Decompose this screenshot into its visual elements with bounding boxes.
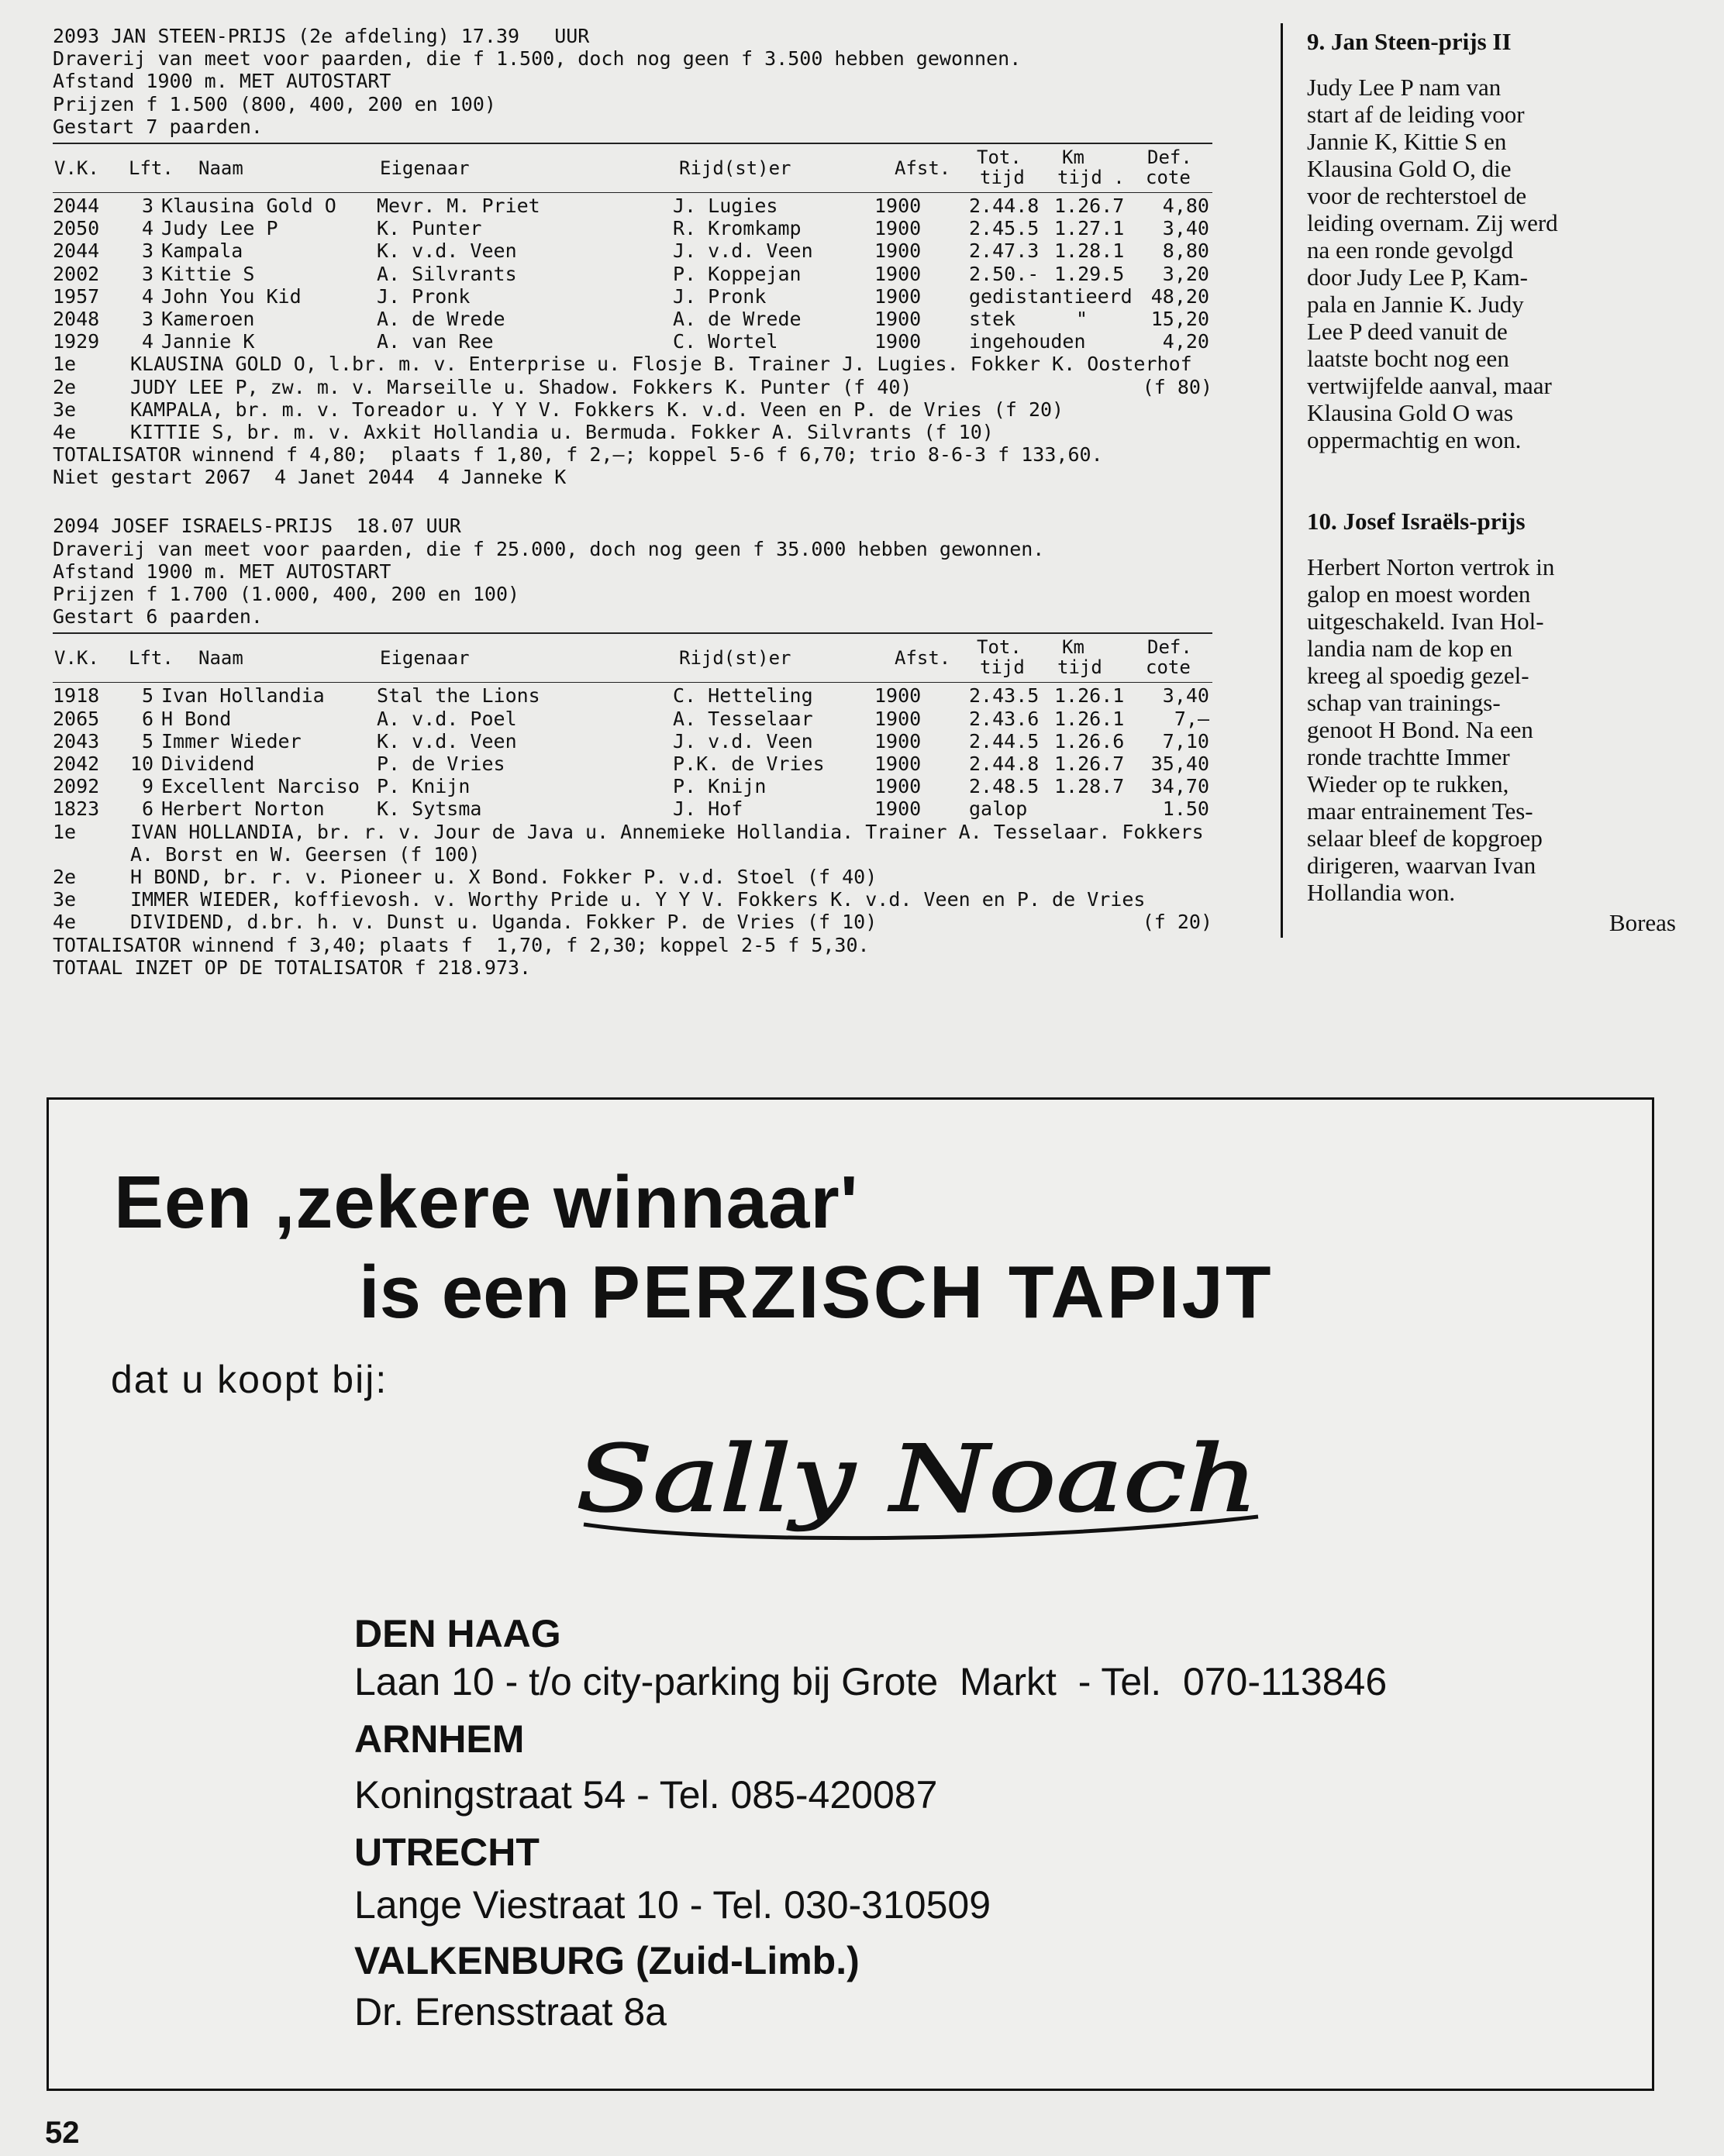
placing-row: 3e IMMER WIEDER, koffievosh. v. Worthy Pride u. Y Y V. Fokkers K. v.d. Veen en P. de Vries	[53, 888, 1146, 911]
ad-tagline: dat u koopt bij:	[111, 1358, 388, 1401]
page-number: 52	[45, 2116, 80, 2150]
table-row: 2043 5 Immer Wieder K. v.d. Veen J. v.d. Veen 1900 2.44.5 1.26.6 7,10	[53, 729, 1209, 753]
column-divider	[1281, 23, 1283, 938]
table-row: 2044 3 Kampala K. v.d. Veen J. v.d. Veen 1900 2.47.3 1.28.1 8,80	[53, 239, 1209, 263]
col-naam: Naam	[198, 647, 243, 670]
report-line: ronde trachtte Immer	[1307, 743, 1510, 770]
race-distance: Afstand 1900 m. MET AUTOSTART	[53, 70, 391, 93]
race-header	[53, 515, 1215, 628]
results-table	[53, 195, 1215, 353]
divider	[53, 632, 1212, 634]
report-line: kreeg al spoedig gezel-	[1307, 662, 1529, 689]
report-line: Lee P deed vanuit de	[1307, 318, 1508, 345]
totalisator	[53, 443, 1215, 488]
ad-product: PERZISCH TAPIJT	[590, 1251, 1274, 1334]
table-row: 2065 6 H Bond A. v.d. Poel A. Tesselaar 1900 2.43.6 1.26.1 7,–	[53, 707, 1209, 730]
col-tot: Tot.	[977, 146, 1022, 169]
race-distance: Afstand 1900 m. MET AUTOSTART	[53, 560, 391, 583]
address-den-haag: Laan 10 - t/o city-parking bij Grote Markt - Tel. 070-113846	[354, 1660, 1388, 1703]
report-line: dirigeren, waarvan Ivan	[1307, 852, 1536, 879]
report-line: Herbert Norton vertrok in	[1307, 553, 1555, 580]
city-den-haag: DEN HAAG	[354, 1612, 561, 1655]
city-arnhem: ARNHEM	[354, 1717, 525, 1761]
author-signature: Boreas	[1608, 909, 1676, 936]
col-tot-tijd: tijd	[980, 167, 1025, 189]
col-km-tijd: tijd	[1057, 656, 1102, 679]
col-rijdster: Rijd(st)er	[679, 647, 791, 670]
race-title: 2093 JAN STEEN-PRIJS (2e afdeling) 17.39 UUR	[53, 25, 590, 47]
race-conditions: Draverij van meet voor paarden, die f 25.000, doch nog geen f 35.000 hebben gewonnen.	[53, 537, 1045, 560]
col-km-tijd: tijd .	[1057, 167, 1125, 189]
divider	[53, 682, 1212, 683]
svg-text:Sally Noach: Sally Noach	[576, 1425, 1258, 1532]
report-line: Judy Lee P nam van	[1307, 74, 1502, 101]
race-report-column	[1307, 28, 1679, 936]
table-header	[53, 635, 1215, 682]
race-starters: Gestart 7 paarden.	[53, 115, 263, 138]
col-def: Def.	[1147, 146, 1192, 169]
total-stake: TOTAAL INZET OP DE TOTALISATOR f 218.973.	[53, 956, 532, 979]
non-starters: Niet gestart 2067 4 Janet 2044 4 Janneke K	[53, 466, 567, 489]
race-2093	[53, 25, 1215, 488]
totalisator-line: TOTALISATOR winnend f 3,40; plaats f 1,70, f 2,30; koppel 2-5 f 5,30.	[53, 933, 870, 956]
race-2094	[53, 515, 1215, 978]
placing-row: 1e IVAN HOLLANDIA, br. r. v. Jour de Java u. Annemieke Hollandia. Trainer A. Tesselaar. Fokkers	[53, 820, 1204, 843]
col-tot: Tot.	[977, 636, 1022, 659]
table-header	[53, 146, 1215, 192]
placing-row: 2e JUDY LEE P, zw. m. v. Marseille u. Shadow. Fokkers K. Punter (f 40) (f 80)	[53, 375, 1212, 398]
placing-row: 1e KLAUSINA GOLD O, l.br. m. v. Enterprise u. Flosje B. Trainer J. Lugies. Fokker K. Oosterhof	[53, 353, 1192, 376]
table-row: 2050 4 Judy Lee P K. Punter R. Kromkamp 1900 2.45.5 1.27.1 3,40	[53, 217, 1209, 240]
race-conditions: Draverij van meet voor paarden, die f 1.500, doch nog geen f 3.500 hebben gewonnen.	[53, 47, 1022, 71]
col-naam: Naam	[198, 157, 243, 180]
report-line: schap van trainings-	[1307, 689, 1501, 716]
report-line: na een ronde gevolgd	[1307, 236, 1513, 263]
col-def: Def.	[1147, 636, 1192, 659]
placing-row: 4e DIVIDEND, d.br. h. v. Dunst u. Uganda. Fokker P. de Vries (f 10) (f 20)	[53, 911, 1212, 934]
race-header	[53, 25, 1215, 138]
report-line: Jannie K, Kittie S en	[1307, 128, 1507, 155]
race-prizes: Prijzen f 1.700 (1.000, 400, 200 en 100)	[53, 583, 520, 606]
report-title: 10. Josef Israëls-prijs	[1307, 508, 1526, 535]
report-line: door Judy Lee P, Kam-	[1307, 263, 1528, 291]
table-row: 2048 3 Kameroen A. de Wrede A. de Wrede 1900 stek " 15,20	[53, 307, 1209, 330]
report-line: Klausina Gold O was	[1307, 399, 1514, 426]
col-vk: V.K.	[54, 647, 99, 670]
report-line: start af de leiding voor	[1307, 101, 1525, 128]
report-line: genoot H Bond. Na een	[1307, 716, 1533, 743]
placing-row: 3e KAMPALA, br. m. v. Toreador u. Y Y V. Fokkers K. v.d. Veen en P. de Vries (f 20)	[53, 398, 1064, 421]
report-line: voor de rechterstoel de	[1307, 182, 1527, 209]
address-valkenburg: Dr. Erensstraat 8a	[354, 1990, 667, 2034]
col-eigenaar: Eigenaar	[380, 157, 470, 180]
col-cote: cote	[1146, 167, 1191, 189]
divider	[53, 143, 1212, 144]
col-km: Km	[1062, 146, 1084, 169]
address-arnhem: Koningstraat 54 - Tel. 085-420087	[354, 1773, 938, 1817]
report-line: leiding overnam. Zij werd	[1307, 209, 1558, 236]
col-cote: cote	[1146, 656, 1191, 679]
ad-headline: Een ,zekere winnaar'	[114, 1161, 859, 1244]
report-line: laatste bocht nog een	[1307, 345, 1509, 372]
col-vk: V.K.	[54, 157, 99, 180]
table-row: 2002 3 Kittie S A. Silvrants P. Koppejan 1900 2.50.- 1.29.5 3,20	[53, 262, 1209, 285]
col-afst: Afst.	[895, 647, 951, 670]
table-row: 2044 3 Klausina Gold O Mevr. M. Priet J. Lugies 1900 2.44.8 1.26.7 4,80	[53, 195, 1209, 218]
table-row: 1918 5 Ivan Hollandia Stal the Lions C. Hetteling 1900 2.43.5 1.26.1 3,40	[53, 684, 1209, 708]
col-rijdster: Rijd(st)er	[679, 157, 791, 180]
race-title: 2094 JOSEF ISRAELS-PRIJS 18.07 UUR	[53, 515, 461, 538]
report-line: galop en moest worden	[1307, 580, 1531, 608]
report-section-10	[1307, 508, 1679, 936]
placing-row: A. Borst en W. Geersen (f 100)	[130, 842, 481, 866]
divider	[53, 192, 1212, 193]
col-tot-tijd: tijd	[980, 656, 1025, 679]
col-lft: Lft.	[129, 647, 174, 670]
report-line: uitgeschakeld. Ivan Hol-	[1307, 608, 1544, 635]
report-line: Hollandia won.	[1307, 879, 1456, 906]
placing-row: 4e KITTIE S, br. m. v. Axkit Hollandia u. Bermuda. Fokker A. Silvrants (f 10)	[53, 420, 994, 443]
city-valkenburg: VALKENBURG (Zuid-Limb.)	[354, 1939, 860, 1982]
sally-noach-logo	[560, 1408, 1289, 1555]
table-row: 1823 6 Herbert Norton K. Sytsma J. Hof 1900 galop 1.50	[53, 797, 1209, 821]
totalisator	[53, 934, 1215, 979]
results-area	[53, 25, 1215, 979]
report-section-9	[1307, 28, 1679, 453]
report-line: Wieder op te rukken,	[1307, 770, 1509, 797]
placings	[53, 353, 1215, 443]
advertisement	[47, 1097, 1654, 2091]
table-row: 2042 10 Dividend P. de Vries P.K. de Vries 1900 2.44.8 1.26.7 35,40	[53, 753, 1209, 776]
race-starters: Gestart 6 paarden.	[53, 605, 263, 629]
table-row: 1929 4 Jannie K A. van Ree C. Wortel 1900 ingehouden 4,20	[53, 330, 1209, 353]
placing-row: 2e H BOND, br. r. v. Pioneer u. X Bond. Fokker P. v.d. Stoel (f 40)	[53, 865, 878, 888]
table-row: 2092 9 Excellent Narciso P. Knijn P. Knijn 1900 2.48.5 1.28.7 34,70	[53, 775, 1209, 798]
report-line: selaar bleef de kopgroep	[1307, 825, 1543, 852]
placings	[53, 821, 1215, 934]
col-eigenaar: Eigenaar	[380, 647, 470, 670]
report-line: vertwijfelde aanval, maar	[1307, 372, 1552, 399]
table-row: 1957 4 John You Kid J. Pronk J. Pronk 1900 gedistantieerd 48,20	[53, 284, 1209, 308]
report-line: oppermachtig en won.	[1307, 426, 1522, 453]
totalisator-line: TOTALISATOR winnend f 4,80; plaats f 1,80, f 2,–; koppel 5-6 f 6,70; trio 8-6-3 f 133,60.	[53, 443, 1103, 467]
report-line: pala en Jannie K. Judy	[1307, 291, 1524, 318]
results-table	[53, 684, 1215, 820]
col-km: Km	[1062, 636, 1084, 659]
report-line: landia nam de kop en	[1307, 635, 1513, 662]
address-utrecht: Lange Viestraat 10 - Tel. 030-310509	[354, 1883, 991, 1927]
city-utrecht: UTRECHT	[354, 1831, 540, 1874]
race-prizes: Prijzen f 1.500 (800, 400, 200 en 100)	[53, 92, 496, 115]
report-line: maar entrainement Tes-	[1307, 797, 1533, 825]
report-title: 9. Jan Steen-prijs II	[1307, 28, 1512, 55]
report-line: Klausina Gold O, die	[1307, 155, 1512, 182]
ad-subheadline: is een PERZISCH TAPIJT	[359, 1251, 1274, 1334]
col-lft: Lft.	[129, 157, 174, 180]
col-afst: Afst.	[895, 157, 951, 180]
